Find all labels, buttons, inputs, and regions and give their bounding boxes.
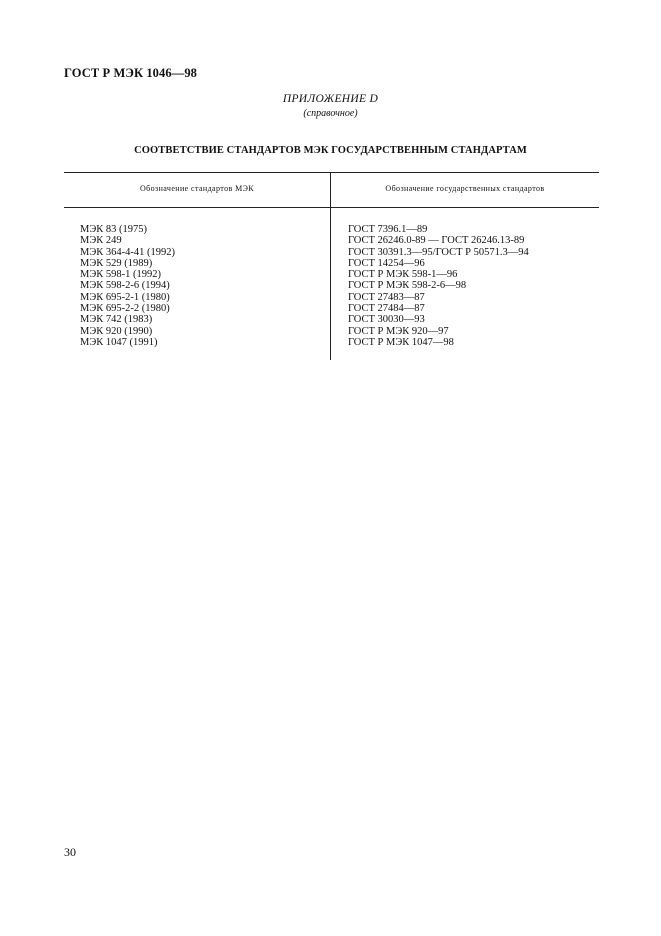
iec-standard-item: МЭК 695-2-2 (1980) bbox=[80, 303, 170, 315]
appendix-title: ПРИЛОЖЕНИЕ D bbox=[282, 93, 379, 105]
gost-standard-item: ГОСТ 7396.1—89 bbox=[348, 224, 428, 235]
column-header-iec: Обозначение стандартов МЭК bbox=[140, 184, 254, 193]
gost-standard-item: ГОСТ 30030—93 bbox=[348, 314, 425, 326]
table-top-rule bbox=[64, 172, 599, 173]
column-header-gost: Обозначение государственных стандартов bbox=[385, 184, 545, 193]
iec-standards-list bbox=[80, 224, 175, 348]
correspondence-table bbox=[64, 172, 599, 360]
iec-standard-item: МЭК 83 (1975) bbox=[80, 224, 148, 235]
gost-standard-item: ГОСТ 26246.0-89 — ГОСТ 26246.13-89 bbox=[348, 235, 525, 247]
iec-standard-item: МЭК 364-4-41 (1992) bbox=[80, 246, 176, 258]
gost-standard-item: ГОСТ 27484—87 bbox=[348, 303, 425, 315]
gost-standard-item: ГОСТ 14254—96 bbox=[348, 257, 425, 269]
iec-standard-item: МЭК 1047 (1991) bbox=[80, 336, 158, 348]
gost-standard-item: ГОСТ Р МЭК 920—97 bbox=[348, 325, 449, 337]
gost-standard-item: ГОСТ 30391.3—95/ГОСТ Р 50571.3—94 bbox=[348, 246, 529, 258]
iec-standard-item: МЭК 920 (1990) bbox=[80, 325, 153, 337]
gost-standard-item: ГОСТ Р МЭК 598-2-6—98 bbox=[348, 280, 467, 292]
iec-standard-item: МЭК 529 (1989) bbox=[80, 257, 153, 269]
document-code-header: ГОСТ Р МЭК 1046—98 bbox=[64, 66, 198, 80]
gost-standard-item: ГОСТ Р МЭК 1047—98 bbox=[348, 336, 454, 348]
gost-standard-item: ГОСТ 27483—87 bbox=[348, 291, 425, 303]
section-heading: СООТВЕТСТВИЕ СТАНДАРТОВ МЭК ГОСУДАРСТВЕННЫМ СТАНДАРТАМ bbox=[134, 145, 527, 156]
iec-standard-item: МЭК 249 bbox=[80, 235, 122, 247]
table-column-divider bbox=[330, 172, 331, 360]
gost-standards-list bbox=[348, 224, 529, 348]
iec-standard-item: МЭК 695-2-1 (1980) bbox=[80, 291, 170, 303]
iec-standard-item: МЭК 598-2-6 (1994) bbox=[80, 280, 170, 292]
iec-standard-item: МЭК 742 (1983) bbox=[80, 314, 153, 326]
page-number: 30 bbox=[64, 845, 76, 859]
appendix-subtitle: (справочное) bbox=[303, 108, 358, 119]
table-header-rule bbox=[64, 207, 599, 208]
gost-standard-item: ГОСТ Р МЭК 598-1—96 bbox=[348, 269, 458, 281]
iec-standard-item: МЭК 598-1 (1992) bbox=[80, 269, 162, 281]
